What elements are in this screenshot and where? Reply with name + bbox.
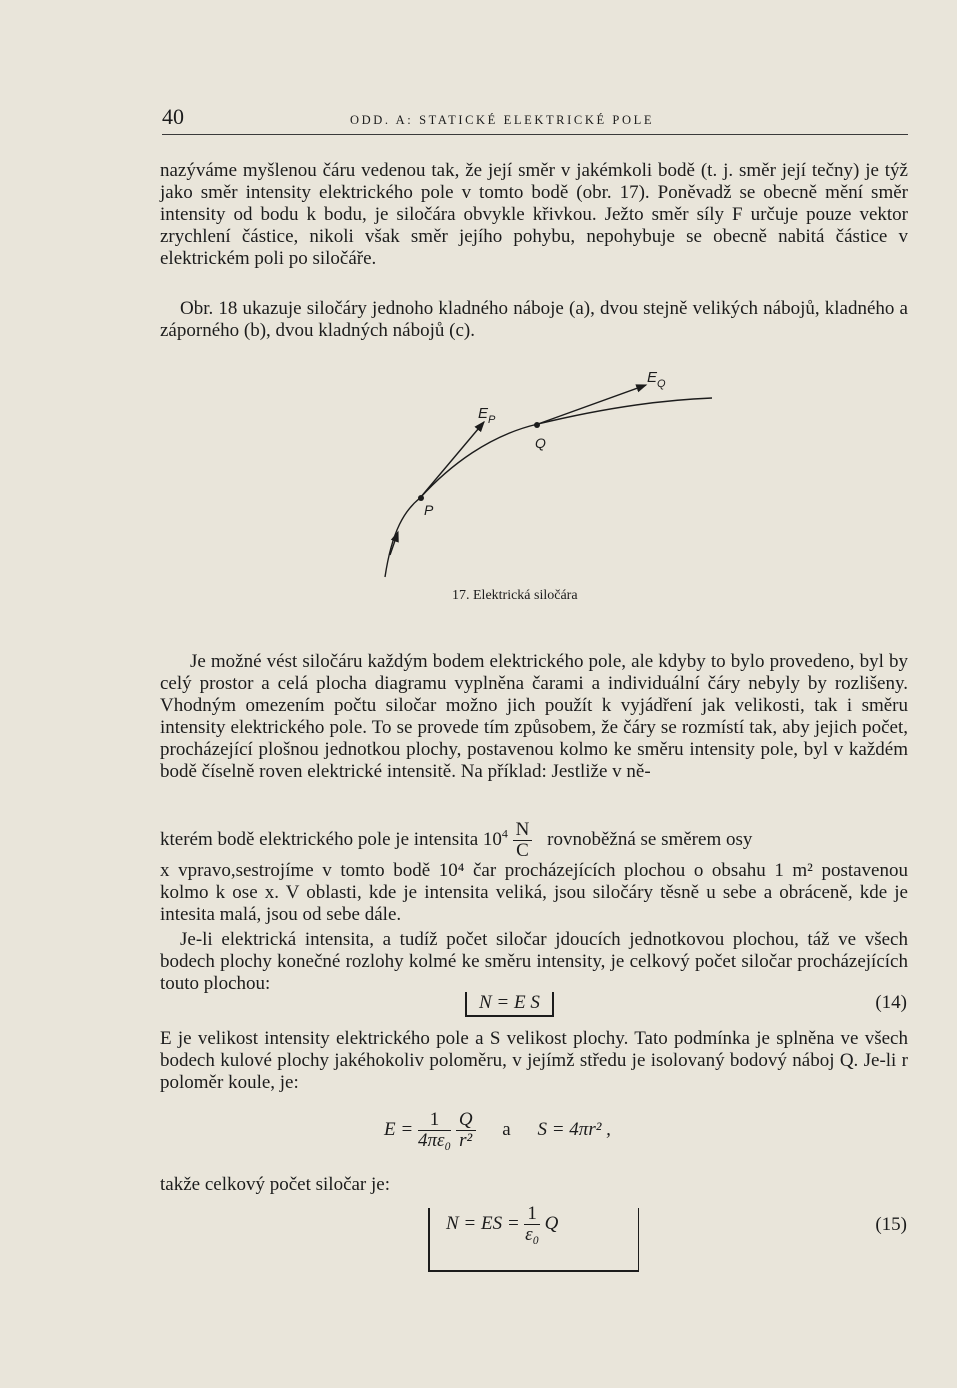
paragraph-example-line: kterém bodě elektrického pole je intensita $10^4$ $\frac{N}{C}$ rovnoběžná se směrem osy [160,819,753,861]
equation-15-number: (15) [875,1214,907,1235]
page-number: 40 [162,104,184,129]
paragraph-figure-reference: Obr. 18 ukazuje siločáry jednoho kladného náboje (a), dvou stejně velikých nábojů, kladného a záporného (b), dvou kladných nábojů (c). [160,298,908,341]
page-header [162,104,908,135]
paragraph-field-lines-density: Je možné vést siločáru každým bodem elektrického pole, ale kdyby to bylo provedeno, byl by celý prostor a celá plocha diagramu vyplněna čarami a individuální čáry nebyly by rozlišeny. Vhodným omezením počtu siločar možno jich použít k vyjádření jak velikosti, tak i směru intensity elektrického pole. To se provede tím způsobem, že čáry se rozmístí tak, aby jejich počet, procházející plošnou jednotkou plochy, postavenou kolmo ke směru intensity pole, byl v každém bodě číselně roven elektrické intensitě. Na příklad: Jestliže v ně- [160,651,908,782]
point-P-marker [418,495,424,501]
tangent-vector-EQ [538,385,646,424]
paragraph-example-continued: x vpravo,sestrojíme v tomto bodě 10⁴ čar procházejících plochou o obsahu 1 m² postavenou kolmo k ose x. V oblasti, kde je intensita veliká, jsou siločáry těsně u sebe a obráceně, kde je intesita malá, jsou od sebe dále. [160,860,908,925]
label-Q: Q [535,435,546,451]
field-line-diagram [370,360,730,585]
label-EP: $E_P$ [478,405,496,426]
paragraph-definition: nazýváme myšlenou čáru vedenou tak, že její směr v jakémkoli bodě (t. j. směr její tečny) je týž jako směr intensity elektrického pole v tomto bodě (obr. 17). Poněvadž se obecně mění směr intensity od bodu k bodu, je siločára obvykle křivkou. Ježto směr síly F určuje pouze vektor zrychlení částice, nikoli však směr jejího pohybu, nepohybuje se obecně nabitá částice v elektrickém poli po siločáře. [160,160,908,269]
figure-caption: 17. Elektrická siločára [452,588,578,603]
figure-field-line [370,360,730,585]
unit-fraction-N-per-C: $\frac{N}{C}$ [513,820,533,861]
tangent-vector-EP [420,422,484,498]
paragraph-total-lines: Je-li elektrická intensita, a tudíž počet siločar jdoucích jednotkovou plochou, táž ve všech bodech plochy konečné rozlohy kolmé ke směru intensity, je celkový počet siločar procházejících touto plochou: [160,929,908,994]
label-EQ: $E_Q$ [647,369,666,390]
paragraph-total-count-intro: takže celkový počet siločar je: [160,1174,391,1195]
equation-14: N = E S [465,992,554,1014]
point-Q-marker [534,422,540,428]
field-line-direction-arrow [390,532,398,555]
label-P: P [424,502,434,518]
equation-14-number: (14) [875,992,907,1013]
equation-15: N = ES = $\frac{1}{\text{ε₀}}$ Q [446,1203,559,1245]
paragraph-sphere-condition: E je velikost intensity elektrického pole a S velikost plochy. Tato podmínka je splněna ve všech bodech kulové plochy jakéhokoliv poloměru, v jejímž středu je isolovaný bodový náboj Q. Je-li r poloměr koule, je: [160,1028,908,1093]
running-head: ODD. A: STATICKÉ ELEKTRICKÉ POLE [350,113,655,127]
field-line-curve [385,398,712,577]
equation-E-and-S: E = $\frac{1}{\text{4πε₀}}$ $\frac{Q}{\text{r²}}$ a S = 4πr² , [384,1109,611,1151]
